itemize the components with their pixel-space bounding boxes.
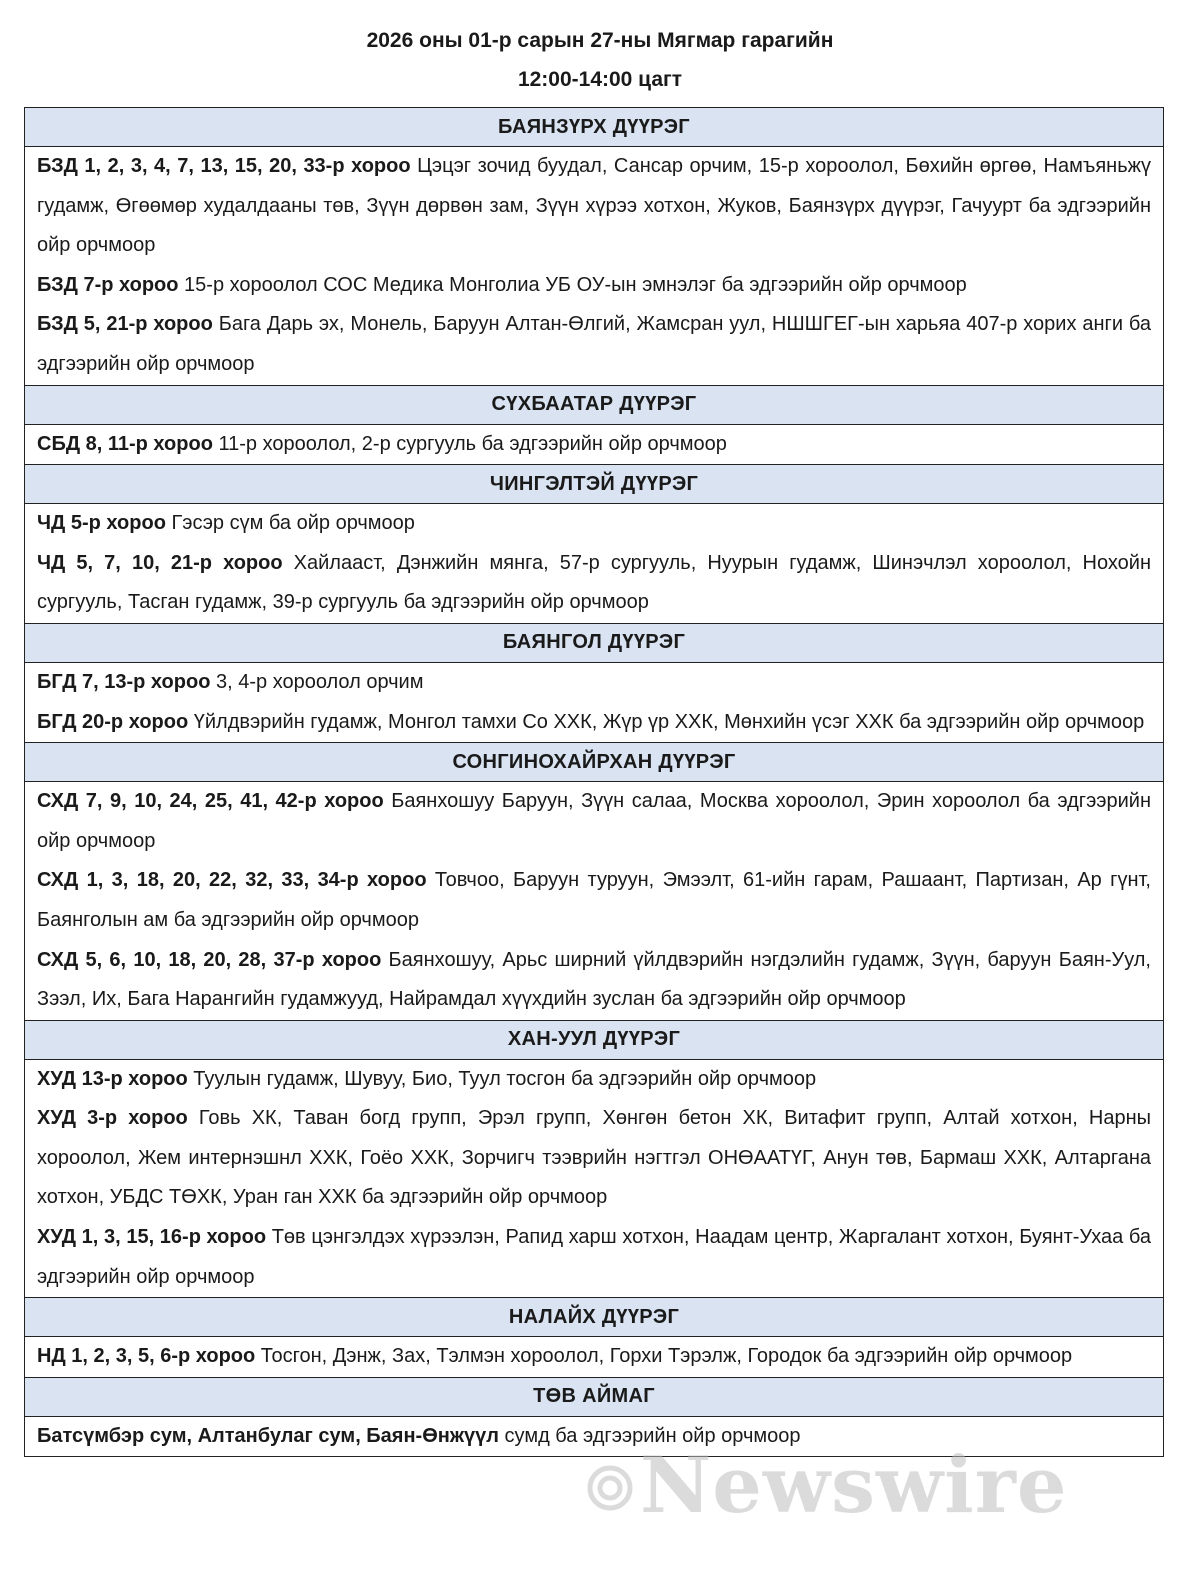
district-header-row [25,108,1164,147]
khoroo-entry [37,305,1151,384]
location-list: Баянхошуу Баруун, Зүүн салаа, Москва хороолол, Эрин хороолол ба эдгээрийн ойр орчмоор [37,790,1151,852]
location-list: 11-р хороолол, 2-р сургууль ба эдгээрийн ойр орчмоор [212,432,727,455]
district-entries-cell [25,662,1164,742]
khoroo-code: Батсүмбэр сум, Алтанбулаг сум, Баян-Өнжүүл [37,1424,499,1447]
khoroo-entry [37,663,1151,703]
khoroo-code: БГД 7, 13-р хороо [37,670,211,693]
district-header-row [25,1020,1164,1059]
location-list: сумд ба эдгээрийн ойр орчмоор [498,1424,801,1447]
khoroo-code: СХД 5, 6, 10, 18, 20, 28, 37-р хороо [37,948,382,971]
district-entries-cell [25,1337,1164,1378]
district-body-row [25,1416,1164,1457]
location-list: 3, 4-р хороолол орчим [210,670,424,693]
khoroo-entry [37,1417,1151,1457]
khoroo-entry [37,1218,1151,1297]
khoroo-code: НД 1, 2, 3, 5, 6-р хороо [37,1345,256,1368]
document-time-range: 12:00-14:00 цагт [517,68,683,91]
district-body-row [25,662,1164,742]
district-body-row [25,1337,1164,1378]
khoroo-entry [37,941,1151,1020]
district-header-row [25,465,1164,504]
location-list: Хайлааст, Дэнжийн мянга, 57-р сургууль, Нуурын гудамж, Шинэчлэл хороолол, Нохойн сургууль, Тасган гудамж, 39-р сургууль ба эдгээрийн ойр орчмоор [37,551,1151,614]
location-list: Туулын гудамж, Шувуу, Био, Туул тосгон ба эдгээрийн ойр орчмоор [187,1067,817,1090]
district-entries-cell [25,782,1164,1021]
khoroo-code: ХУД 3-р хороо [37,1107,188,1130]
khoroo-entry [37,266,1151,306]
district-header-row [25,743,1164,782]
district-entries-cell [25,1059,1164,1298]
district-entries-cell [25,147,1164,386]
district-name: НАЛАЙХ ДҮҮРЭГ [25,1298,1164,1337]
district-body-row [25,504,1164,624]
location-list: Тосгон, Дэнж, Зах, Тэлмэн хороолол, Горхи Тэрэлж, Городок ба эдгээрийн ойр орчмоор [255,1345,1073,1368]
district-body-row [25,782,1164,1021]
district-body-row [25,147,1164,386]
district-name: СОНГИНОХАЙРХАН ДҮҮРЭГ [25,743,1164,782]
district-header-row [25,1377,1164,1416]
newswire-logo-icon [580,1448,640,1528]
khoroo-code: ЧД 5-р хороо [37,512,166,535]
khoroo-code: БЗД 5, 21-р хороо [37,313,213,336]
location-list: Цэцэг зочид буудал, Сансар орчим, 15-р хороолол, Бөхийн өргөө, Намъяньжү гудамж, Өгөөмөр худалдааны төв, Зүүн дөрвөн зам, Зүүн хүрээ хотхон, Жуков, Баянзүрх дүүрэг, Гачуурт ба эдгээрийн ойр орчмоор [37,155,1152,257]
khoroo-code: ХУД 13-р хороо [37,1067,188,1090]
location-list: Говь ХК, Таван богд групп, Эрэл групп, Хөнгөн бетон ХК, Витафит групп, Алтай хотхон, Нарны хороолол, Жем интернэшнл ХХК, Гоёо ХХК, Зорчигч тээврийн нэгтгэл ОНӨААТҮГ, Анун төв, Бармаш ХХК, Алтаргана хотхон, УБДС ТӨХК, Уран ган ХХК ба эдгээрийн ойр орчмоор [37,1107,1151,1209]
location-list: Товчоо, Баруун туруун, Эмээлт, 61-ийн гарам, Рашаант, Партизан, Ар гүнт, Баянголын ам ба эдгээрийн ойр орчмоор [37,869,1151,931]
location-list: Төв цэнгэлдэх хүрээлэн, Рапид харш хотхон, Наадам центр, Жаргалант хотхон, Буянт-Ухаа ба эдгээрийн ойр орчмоор [37,1226,1151,1288]
khoroo-entry [37,504,1151,544]
district-entries-cell [25,1416,1164,1457]
district-entries-cell [25,424,1164,465]
khoroo-entry [37,861,1151,940]
location-list: Бага Дарь эх, Монель, Баруун Алтан-Өлгий, Жамсран уул, НШШГЕГ-ын харьяа 407-р хорих анги ба эдгээрийн ойр орчмоор [37,313,1151,375]
khoroo-code: БГД 20-р хороо [37,710,189,733]
khoroo-code: СХД 1, 3, 18, 20, 22, 32, 33, 34-р хороо [37,869,427,892]
khoroo-entry [37,544,1151,623]
khoroo-code: БЗД 7-р хороо [37,273,179,296]
location-list: Гэсэр сүм ба ойр орчмоор [165,512,415,535]
district-header-row [25,623,1164,662]
khoroo-entry [37,147,1151,266]
district-body-row [25,1059,1164,1298]
khoroo-entry [37,1099,1151,1218]
location-list: Үйлдвэрийн гудамж, Монгол тамхи Со ХХК, Жүр үр ХХК, Мөнхийн үсэг ХХК ба эдгээрийн ойр орчмоор [188,710,1145,733]
khoroo-code: ХУД 1, 3, 15, 16-р хороо [37,1226,267,1249]
district-name: БАЯНГОЛ ДҮҮРЭГ [25,623,1164,662]
district-header-row [25,385,1164,424]
newswire-watermark: Newswire [640,1440,1068,1531]
district-name: ХАН-УУЛ ДҮҮРЭГ [25,1020,1164,1059]
location-list: Баянхошуу, Арьс ширний үйлдвэрийн нэгдэлийн гудамж, Зүүн, баруун Баян-Уул, Зээл, Их, Бага Нарангийн гудамжууд, Найрамдал хүүхдийн зуслан ба эдгээрийн ойр орчмоор [37,948,1151,1011]
district-name: ТӨВ АЙМАГ [25,1377,1164,1416]
khoroo-entry [37,1060,1151,1100]
district-name: ЧИНГЭЛТЭЙ ДҮҮРЭГ [25,465,1164,504]
district-name: СҮХБААТАР ДҮҮРЭГ [25,385,1164,424]
district-entries-cell [25,504,1164,624]
khoroo-code: ЧД 5, 7, 10, 21-р хороо [37,551,283,574]
outage-schedule-table [24,107,1164,1457]
khoroo-code: СБД 8, 11-р хороо [37,432,213,455]
khoroo-entry [37,703,1151,743]
khoroo-entry [37,425,1151,465]
district-header-row [25,1298,1164,1337]
district-body-row [25,424,1164,465]
khoroo-code: БЗД 1, 2, 3, 4, 7, 13, 15, 20, 33-р хороо [37,155,411,177]
khoroo-entry [37,782,1151,861]
khoroo-code: СХД 7, 9, 10, 24, 25, 41, 42-р хороо [37,790,384,813]
document-title: 2026 оны 01-р сарын 27-ны Мягмар гарагийн [366,29,834,52]
location-list: 15-р хороолол СОС Медика Монголиа УБ ОУ-ын эмнэлэг ба эдгээрийн ойр орчмоор [178,273,967,296]
khoroo-entry [37,1337,1151,1377]
district-name: БАЯНЗҮРХ ДҮҮРЭГ [25,108,1164,147]
